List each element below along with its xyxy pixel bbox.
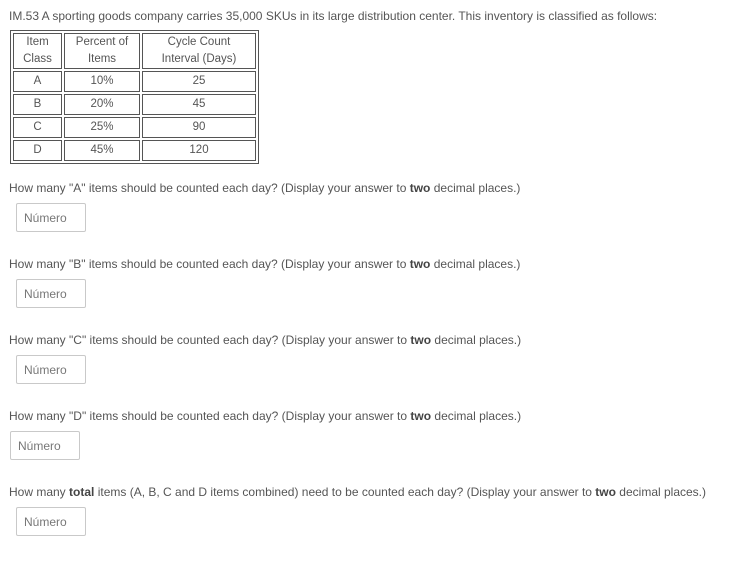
inventory-table-wrapper <box>10 30 259 164</box>
question-emphasis: two <box>409 181 431 195</box>
question-emphasis: two <box>410 409 432 423</box>
question-emphasis: two <box>410 333 432 347</box>
table-row <box>13 117 256 138</box>
answer-a-input[interactable] <box>16 203 86 232</box>
answer-d-input[interactable] <box>10 431 80 460</box>
header-text: Cycle Count <box>167 36 231 48</box>
cell-percent: 45% <box>64 140 140 161</box>
question-d-text <box>9 409 521 423</box>
table-row <box>13 140 256 161</box>
question-text: items (A, B, C and D items combined) need to be counted each day? (Display your answer to <box>94 485 596 499</box>
cell-interval: 120 <box>142 140 256 161</box>
cell-interval: 45 <box>142 94 256 115</box>
table-row <box>13 71 256 92</box>
question-text: How many "D" items should be counted each day? (Display your answer to <box>9 409 411 423</box>
answer-c-input[interactable] <box>16 355 86 384</box>
answer-total-input[interactable] <box>16 507 86 536</box>
header-percent-of-items <box>64 33 140 69</box>
header-text: Items <box>87 53 117 65</box>
question-block-c <box>9 333 521 384</box>
header-text: Percent of <box>75 36 129 48</box>
question-text: decimal places.) <box>615 485 707 499</box>
question-text: How many "C" items should be counted each day? (Display your answer to <box>9 333 411 347</box>
question-c-text <box>9 333 521 347</box>
question-b-text <box>9 257 520 271</box>
question-text: How many "A" items should be counted each day? (Display your answer to <box>9 181 410 195</box>
cell-class: D <box>13 140 62 161</box>
question-total-text <box>9 485 706 499</box>
question-a-text <box>9 181 520 195</box>
question-emphasis: two <box>595 485 616 499</box>
inventory-classification-table <box>10 30 259 164</box>
header-text: Class <box>23 53 52 65</box>
cell-percent: 10% <box>64 71 140 92</box>
header-text: Item <box>26 36 49 48</box>
header-item-class <box>13 33 62 69</box>
cell-class: C <box>13 117 62 138</box>
question-text: How many <box>9 485 70 499</box>
cell-percent: 20% <box>64 94 140 115</box>
problem-intro: IM.53 A sporting goods company carries 35,000 SKUs in its large distribution center. This inventory is classified as follows: <box>9 9 658 23</box>
cell-percent: 25% <box>64 117 140 138</box>
question-block-a <box>9 181 520 232</box>
cell-interval: 25 <box>142 71 256 92</box>
question-text: decimal places.) <box>431 333 522 347</box>
question-text: decimal places.) <box>430 257 521 271</box>
question-block-total <box>9 485 706 536</box>
question-text: How many "B" items should be counted each day? (Display your answer to <box>9 257 410 271</box>
cell-class: B <box>13 94 62 115</box>
question-emphasis: total <box>69 485 95 499</box>
question-block-d <box>9 409 521 460</box>
header-cycle-count-interval <box>142 33 256 69</box>
answer-b-input[interactable] <box>16 279 86 308</box>
cell-interval: 90 <box>142 117 256 138</box>
table-header-row <box>13 33 256 69</box>
cell-class: A <box>13 71 62 92</box>
question-block-b <box>9 257 520 308</box>
table-row <box>13 94 256 115</box>
question-text: decimal places.) <box>431 409 522 423</box>
header-text: Interval (Days) <box>161 53 237 65</box>
question-text: decimal places.) <box>430 181 521 195</box>
question-emphasis: two <box>409 257 431 271</box>
